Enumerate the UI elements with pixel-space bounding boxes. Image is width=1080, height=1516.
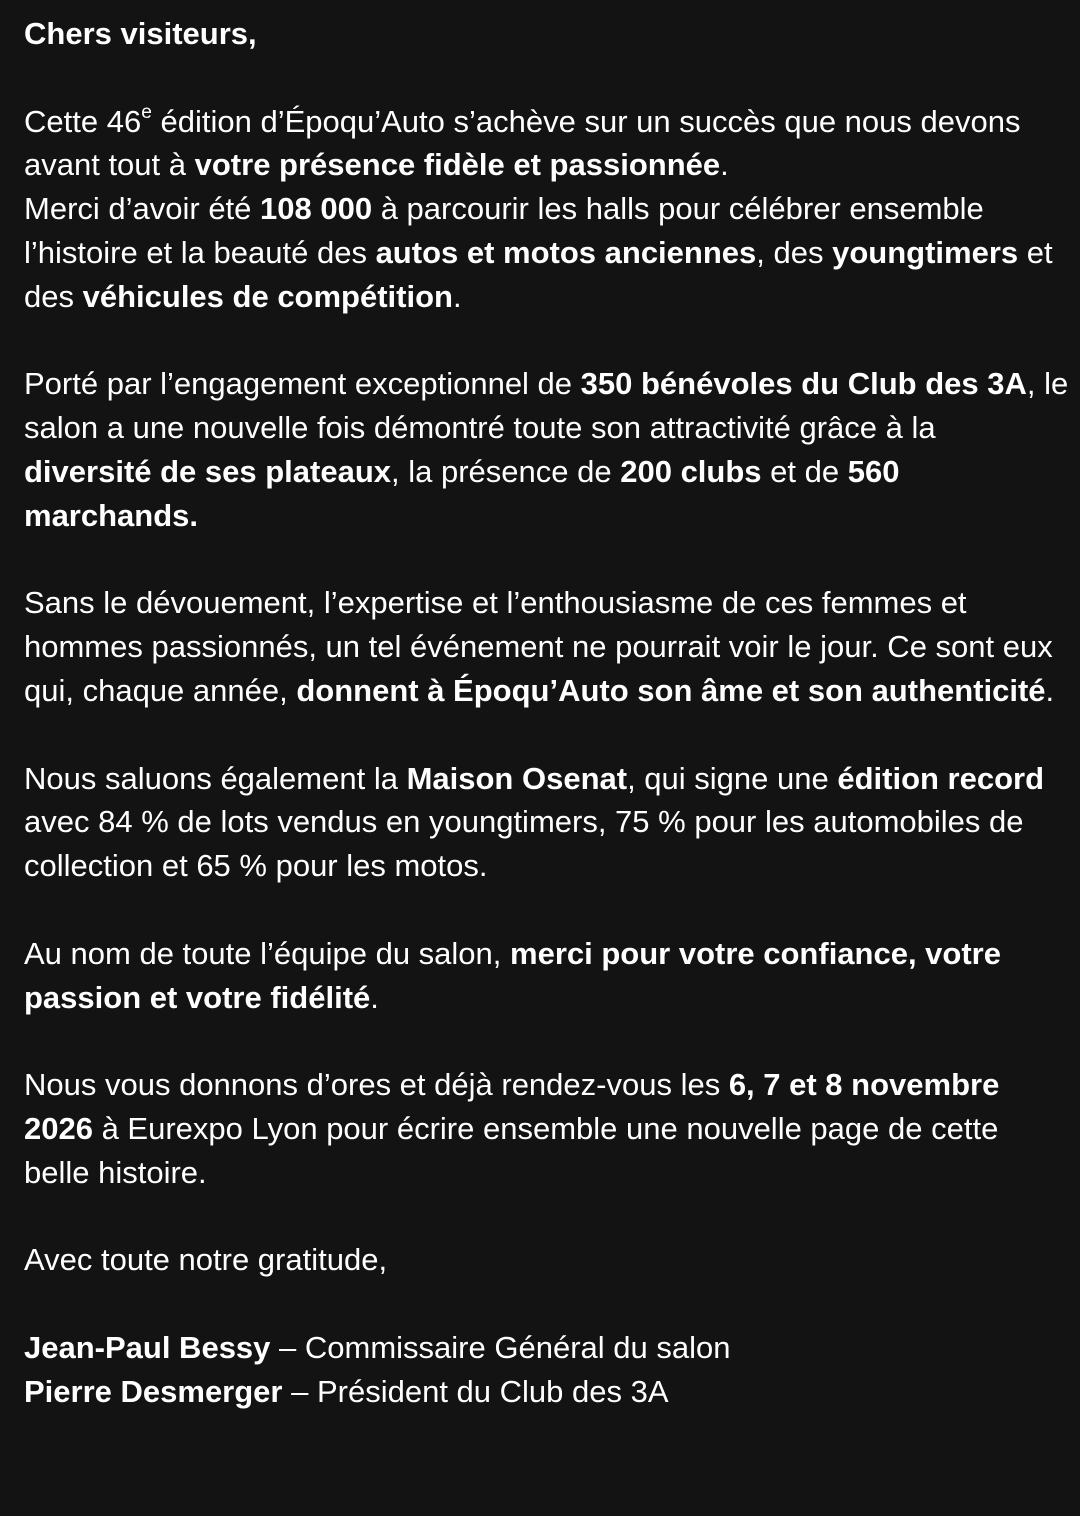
- signature-role: – Président du Club des 3A: [282, 1373, 669, 1409]
- spacer: [24, 1019, 1069, 1063]
- spacer: [24, 888, 1069, 932]
- paragraph-team-thanks: Au nom de toute l’équipe du salon, merci pour votre confiance, votre passion et votre fidélité.: [24, 935, 1001, 1015]
- letter: [24, 12, 1069, 1414]
- greeting: Chers visiteurs,: [24, 16, 257, 51]
- signature-line: [24, 1370, 1069, 1414]
- spacer: [24, 56, 1069, 100]
- spacer: [24, 538, 1069, 582]
- paragraph-volunteers: Porté par l’engagement exceptionnel de 350 bénévoles du Club des 3A, le salon a une nouvelle fois démontré toute son attractivité grâce à la diversité de ses plateaux, la présence de 200 clubs et de 560 marchands.: [24, 366, 1069, 533]
- closing: Avec toute notre gratitude,: [24, 1242, 388, 1278]
- paragraph-osenat: Nous saluons également la Maison Osenat, qui signe une édition record: [24, 760, 1045, 796]
- spacer: [24, 319, 1069, 363]
- signature-line: [24, 1326, 1069, 1370]
- signature-name: Jean-Paul Bessy: [24, 1329, 271, 1365]
- paragraph-dedication: Sans le dévouement, l’expertise et l’enthousiasme de ces femmes et hommes passionnés, un tel événement ne pourrait voir le jour. Ce sont eux qui, chaque année, donnent à Époqu’Auto son âme et son authenticité.: [24, 585, 1055, 708]
- paragraph-next-edition: Nous vous donnons d’ores et déjà rendez-vous les 6, 7 et 8 novembre 2026 à Eurexpo Lyon pour écrire ensemble une nouvelle page de cette belle histoire.: [24, 1067, 1000, 1190]
- signature-role: – Commissaire Général du salon: [270, 1329, 731, 1365]
- signature-name: Pierre Desmerger: [24, 1373, 283, 1409]
- spacer: [24, 713, 1069, 757]
- spacer: [24, 1282, 1069, 1326]
- paragraph-thanks: Cette 46e édition d’Époqu’Auto s’achève sur un succès que nous devons avant tout à votre présence fidèle et passionnée.: [24, 101, 1021, 183]
- spacer: [24, 1195, 1069, 1239]
- paragraph-attendance: Merci d’avoir été 108 000 à parcourir les halls pour célébrer ensemble l’histoire et la beauté des autos et motos anciennes, des youngtimers et des véhicules de compétition.: [24, 191, 1053, 314]
- paragraph-osenat-stats: avec 84 % de lots vendus en youngtimers, 75 % pour les automobiles de collection et 65 % pour les motos.: [24, 804, 1024, 884]
